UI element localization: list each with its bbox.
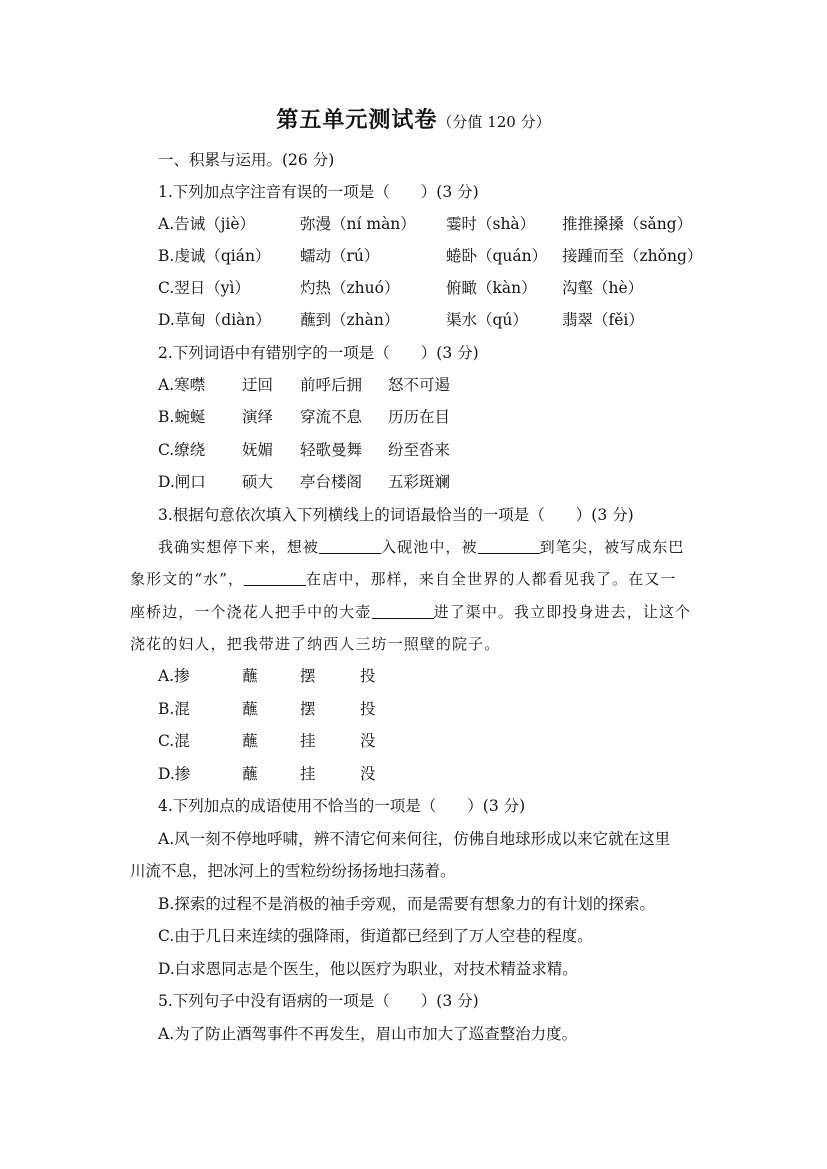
passage-text: 到笔尖，被写成东巴 [539, 538, 685, 556]
q1-d-item-3: 渠水（qú） [446, 311, 528, 329]
q4-option-b: B.探索的过程不是消极的袖手旁观，而是需要有想象力的有计划的探索。 [158, 895, 655, 913]
q1-b-item-4: 接踵而至（zhǒng） [562, 247, 703, 265]
question-1-stem: 1.下列加点字注音有误的一项是（ ）(3 分) [158, 183, 479, 201]
q2-a-word-4: 怒不可遏 [388, 376, 451, 394]
q2-d-word-2: 硕大 [242, 473, 274, 491]
q1-c-item-1: C.翌日（yì） [158, 279, 250, 297]
question-5-stem: 5.下列句子中没有语病的一项是（ ）(3 分) [158, 992, 479, 1010]
q2-a-word-3: 前呼后拥 [300, 376, 363, 394]
passage-line-3 [130, 602, 691, 622]
q1-a-item-1: A.告诫（jiè） [158, 215, 256, 233]
q3-c-word-1: C.混 [158, 732, 190, 750]
q1-d-item-4: 翡翠（fěi） [562, 311, 644, 329]
q3-d-word-2: 蘸 [242, 765, 258, 783]
q3-c-word-3: 挂 [300, 732, 316, 750]
question-3-stem: 3.根据句意依次填入下列横线上的词语最恰当的一项是（ ）(3 分) [158, 506, 634, 524]
q2-d-word-3: 亭台楼阁 [300, 473, 363, 491]
q3-d-word-4: 没 [360, 765, 376, 783]
q2-a-word-2: 迂回 [242, 376, 274, 394]
q3-b-word-1: B.混 [158, 700, 190, 718]
q1-c-item-4: 沟壑（hè） [562, 279, 644, 297]
q3-a-word-2: 蘸 [242, 667, 258, 685]
title-score: （分值 120 分） [437, 113, 551, 131]
q2-d-word-1: D.闸口 [158, 473, 206, 491]
q3-b-word-3: 摆 [300, 700, 316, 718]
fill-blank-2 [478, 539, 540, 554]
q2-c-word-2: 妩媚 [242, 441, 274, 459]
fill-blank-3 [244, 571, 306, 586]
q1-b-item-1: B.虔诚（qián） [158, 247, 271, 265]
question-4-stem: 4.下列加点的成语使用不恰当的一项是（ ）(3 分) [158, 797, 526, 815]
q4-option-a-cont: 川流不息，把冰河上的雪粒纷纷扬扬地扫荡着。 [130, 862, 456, 880]
q2-d-word-4: 五彩斑斓 [388, 473, 451, 491]
q1-b-item-3: 蜷卧（quán） [446, 247, 548, 265]
q2-a-word-1: A.寒噤 [158, 376, 206, 394]
section-heading: 一、积累与运用。(26 分) [158, 151, 335, 169]
q2-c-word-4: 纷至沓来 [388, 441, 451, 459]
passage-text: 象形文的“水”， [130, 570, 245, 588]
q1-a-item-2: 弥漫（ní màn） [300, 215, 416, 233]
question-2-stem: 2.下列词语中有错别字的一项是（ ）(3 分) [158, 344, 479, 362]
q3-a-word-4: 投 [360, 667, 376, 685]
q2-b-word-1: B.蜿蜒 [158, 408, 206, 426]
q4-option-a: A.风一刻不停地呼啸，辨不清它何来何往，仿佛自地球形成以来它就在这里 [158, 830, 671, 848]
q3-a-word-3: 摆 [300, 667, 316, 685]
q3-d-word-1: D.掺 [158, 765, 191, 783]
passage-text: 在店中，那样，来自全世界的人都看见我了。在又一 [306, 570, 677, 588]
q1-d-item-2: 蘸到（zhàn） [300, 311, 400, 329]
fill-blank-1 [319, 539, 381, 554]
q3-c-word-4: 没 [360, 732, 376, 750]
q4-option-d: D.白求恩同志是个医生，他以医疗为职业，对技术精益求精。 [158, 960, 578, 978]
q3-d-word-3: 挂 [300, 765, 316, 783]
q5-option-a: A.为了防止酒驾事件不再发生，眉山市加大了巡查整治力度。 [158, 1025, 578, 1043]
q1-c-item-3: 俯瞰（kàn） [446, 279, 537, 297]
passage-line-2 [130, 569, 676, 589]
q1-d-item-1: D.草甸（diàn） [158, 311, 271, 329]
page-title [0, 103, 827, 134]
passage-line-4 [130, 634, 500, 654]
q2-b-word-4: 历历在目 [388, 408, 451, 426]
title-main: 第五单元测试卷 [276, 107, 438, 133]
q1-b-item-2: 蠕动（rú） [300, 247, 380, 265]
passage-text: 浇花的妇人，把我带进了纳西人三坊一照壁的院子。 [130, 635, 501, 653]
fill-blank-4 [372, 604, 434, 619]
q1-c-item-2: 灼热（zhuó） [300, 279, 400, 297]
q2-b-word-3: 穿流不息 [300, 408, 363, 426]
q3-b-word-2: 蘸 [242, 700, 258, 718]
q3-c-word-2: 蘸 [242, 732, 258, 750]
passage-text: 入砚池中，被 [381, 538, 478, 556]
q2-c-word-1: C.缭绕 [158, 441, 206, 459]
q3-a-word-1: A.掺 [158, 667, 190, 685]
q4-option-c: C.由于几日来连续的强降雨，街道都已经到了万人空巷的程度。 [158, 927, 593, 945]
q1-a-item-4: 推推搡搡（sǎng） [562, 215, 693, 233]
passage-line-1 [158, 537, 685, 557]
q3-b-word-4: 投 [360, 700, 376, 718]
passage-text: 座桥边，一个浇花人把手中的大壶 [130, 603, 372, 621]
passage-text: 我确实想停下来，想被 [158, 538, 320, 556]
passage-text: 进了渠中。我立即投身进去，让这个 [433, 603, 692, 621]
q2-c-word-3: 轻歌曼舞 [300, 441, 363, 459]
q1-a-item-3: 霎时（shà） [446, 215, 536, 233]
q2-b-word-2: 演绎 [242, 408, 274, 426]
